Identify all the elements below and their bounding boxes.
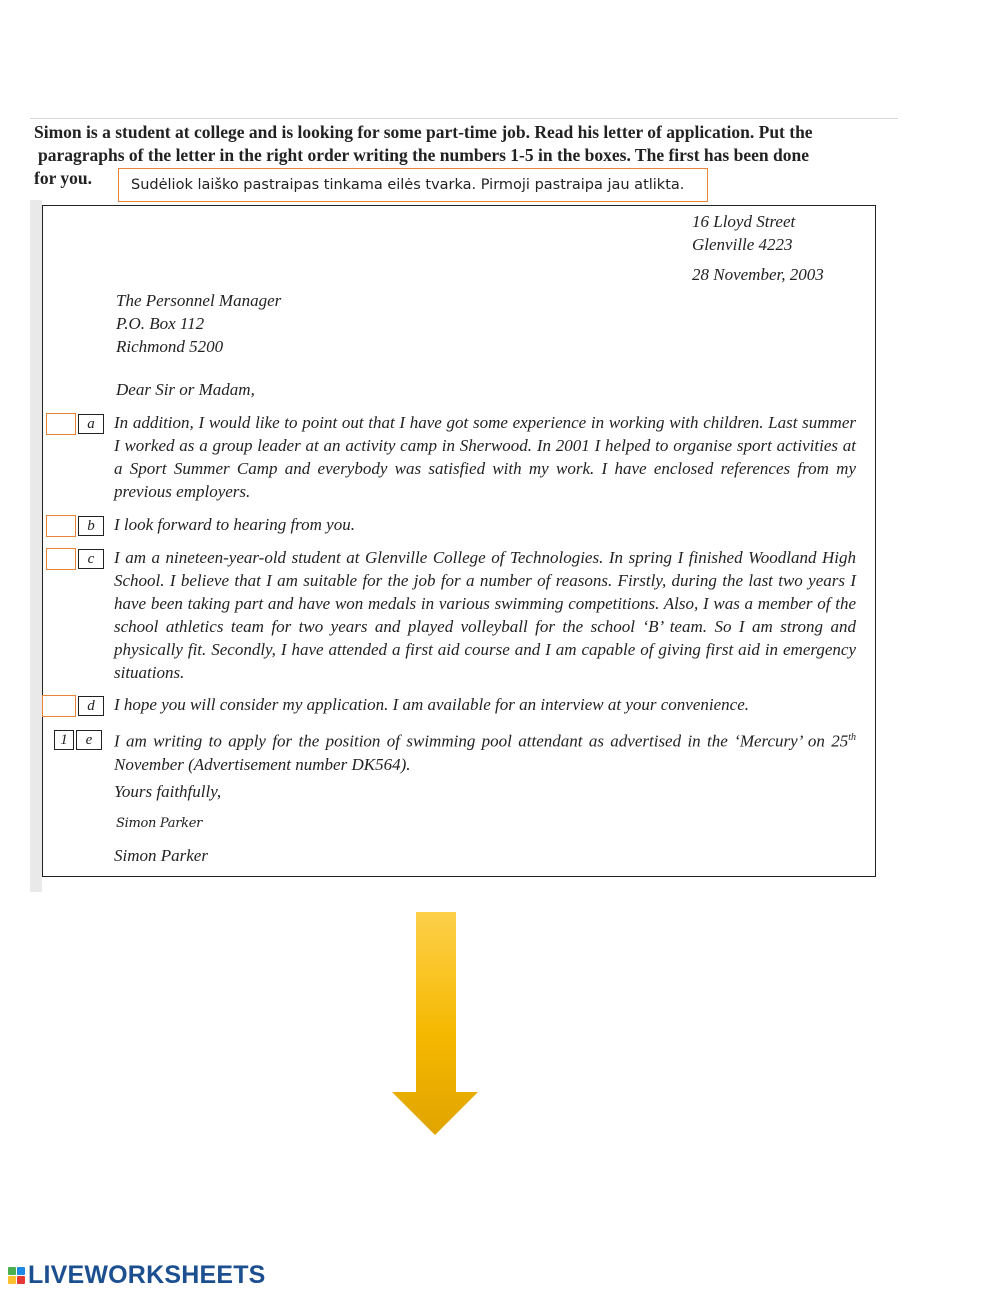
letter-date: 28 November, 2003 bbox=[692, 265, 824, 284]
answer-input-d[interactable] bbox=[42, 695, 76, 717]
sender-address bbox=[692, 210, 795, 256]
paragraph-letter-c: c bbox=[78, 549, 104, 569]
down-arrow-icon bbox=[390, 912, 480, 1137]
recipient-line: The Personnel Manager bbox=[116, 291, 282, 310]
paragraph-a: In addition, I would like to point out that I have got some experience in working with children. Last summer I worked as a group leader at an activity camp in Sherwood. In 2001 I helped to organise sport activities at a Sport Summer Camp and everybody was satisfied with my work. I have enclosed references from my previous employers. bbox=[114, 413, 856, 501]
signer-name: Simon Parker bbox=[114, 846, 208, 865]
recipient-line: Richmond 5200 bbox=[116, 337, 224, 356]
answer-input-a[interactable] bbox=[46, 413, 76, 435]
paragraph-d: I hope you will consider my application. I am available for an interview at your convenience. bbox=[114, 695, 749, 714]
logo-square bbox=[8, 1276, 16, 1284]
greeting: Dear Sir or Madam, bbox=[116, 380, 255, 399]
address-line: 16 Lloyd Street bbox=[692, 212, 796, 231]
instructions-line-2: paragraphs of the letter in the right order writing the numbers 1-5 in the boxes. The first has been done bbox=[38, 145, 809, 165]
paragraph-b: I look forward to hearing from you. bbox=[114, 515, 355, 534]
scan-shadow bbox=[30, 200, 42, 892]
paragraph-e-text-end: November (Advertisement number DK564). bbox=[114, 754, 411, 774]
paragraph-letter-b: b bbox=[78, 516, 104, 536]
paragraph-letter-a: a bbox=[78, 414, 104, 434]
lithuanian-instruction-box: Sudėliok laiško pastraipas tinkama eilės tvarka. Pirmoji pastraipa jau atlikta. bbox=[118, 168, 708, 202]
given-answer-e: 1 bbox=[54, 730, 74, 750]
signature: Simon Parker bbox=[116, 816, 203, 831]
paragraph-e-text: I am writing to apply for the position of swimming pool attendant as advertised in the ‘Mercury’ on 25 bbox=[114, 731, 849, 751]
address-line: Glenville 4223 bbox=[692, 235, 793, 254]
logo-square bbox=[8, 1267, 16, 1275]
logo-square bbox=[17, 1276, 25, 1284]
logo-mark-icon bbox=[8, 1267, 25, 1284]
paragraph-c: I am a nineteen-year-old student at Glenville College of Technologies. In spring I finished Woodland High School. I believe that I am suitable for the job for a number of reasons. Firstly, during the last two years I have been taking part and have won medals in various swimming competitions. Also, I was a member of the school athletics team for two years and played volleyball for the school ‘B’ team. So I am strong and physically fit. Secondly, I have attended a first aid course and I am capable of giving first aid in emergency situations. bbox=[114, 548, 856, 682]
ordinal-suffix: th bbox=[848, 732, 856, 743]
closing: Yours faithfully, bbox=[114, 782, 222, 801]
recipient-line: P.O. Box 112 bbox=[116, 314, 205, 333]
logo-text: LIVEWORKSHEETS bbox=[28, 1261, 266, 1289]
answer-input-b[interactable] bbox=[46, 515, 76, 537]
recipient-address bbox=[116, 289, 281, 358]
instructions-line-3: for you. bbox=[34, 168, 93, 188]
instructions-line-1: Simon is a student at college and is looking for some part-time job. Read his letter of application. Put the bbox=[34, 122, 813, 142]
paragraph-letter-d: d bbox=[78, 696, 104, 716]
answer-input-c[interactable] bbox=[46, 548, 76, 570]
paragraph-e bbox=[114, 726, 856, 776]
top-divider bbox=[30, 118, 898, 119]
logo-square bbox=[17, 1267, 25, 1275]
paragraph-letter-e: e bbox=[76, 730, 102, 750]
liveworksheets-logo bbox=[8, 1261, 266, 1290]
